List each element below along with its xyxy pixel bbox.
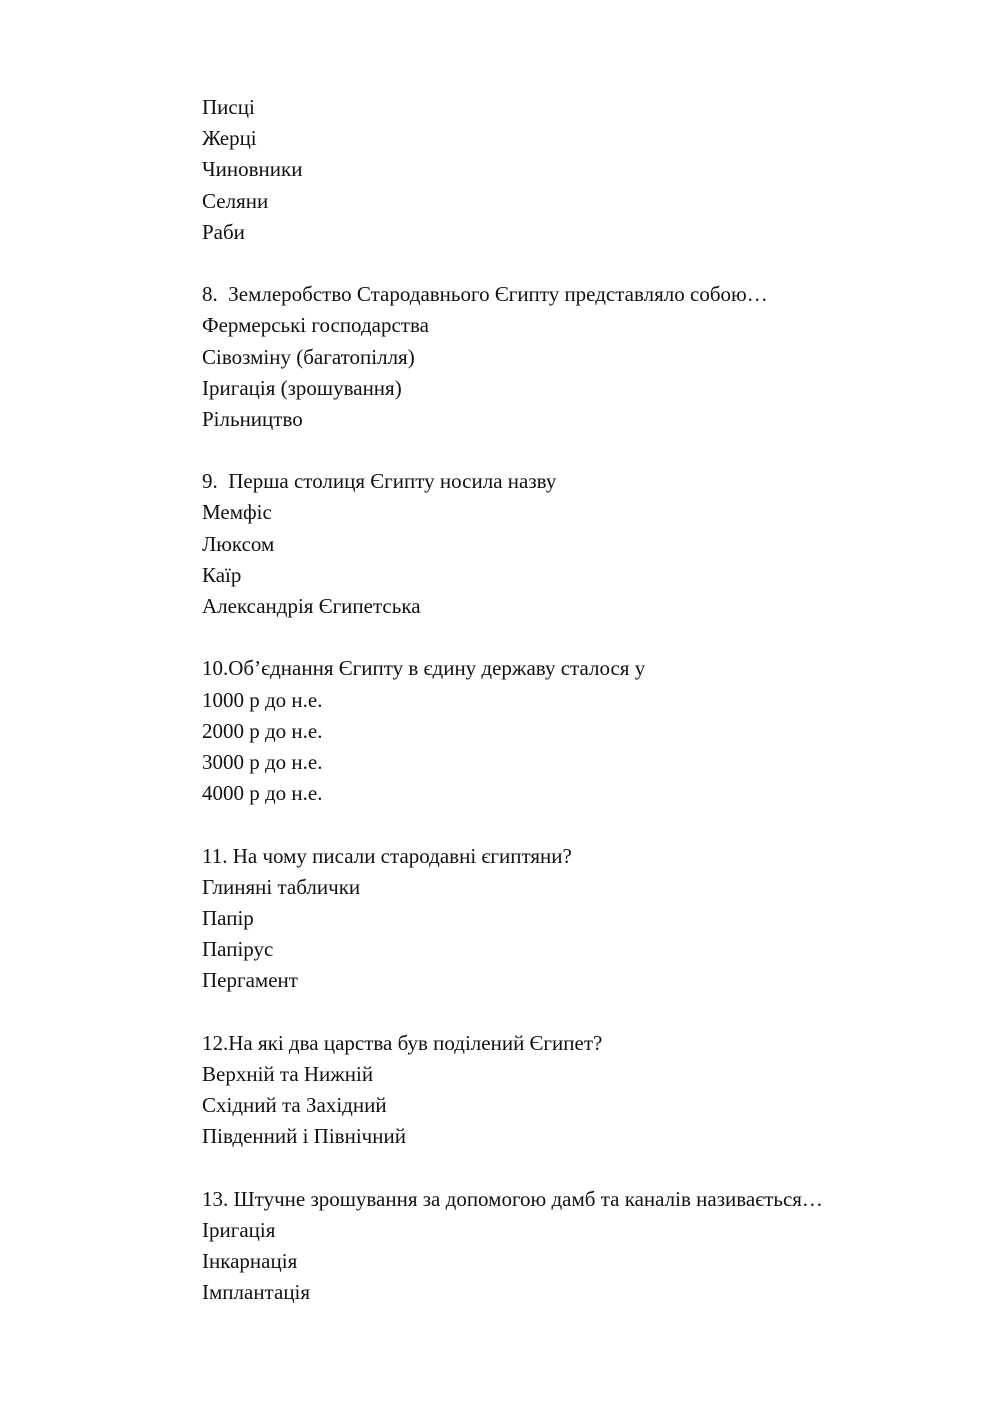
answer-option: Пергамент: [202, 968, 298, 993]
question-text: 8. Землеробство Стародавнього Єгипту представляло собою…: [202, 282, 768, 307]
question-block-8: [202, 279, 962, 435]
answer-option: 3000 р до н.е.: [202, 749, 323, 774]
answer-option: Чиновники: [202, 157, 303, 182]
answer-option: Верхній та Нижній: [202, 1061, 374, 1086]
answer-option: Рільництво: [202, 406, 303, 431]
answer-option: Селяни: [202, 188, 269, 213]
question-block-12: [202, 1028, 962, 1153]
answer-option: Писці: [202, 95, 255, 119]
answer-option: Жерці: [202, 126, 257, 151]
answer-option: Імплантація: [202, 1280, 311, 1305]
answer-option: Раби: [202, 219, 245, 244]
answer-option: Фермерські господарства: [202, 313, 429, 338]
spacer: [202, 809, 962, 840]
answer-option: Люксом: [202, 531, 275, 556]
question-text: 9. Перша столиця Єгипту носила назву: [202, 469, 557, 494]
spacer: [202, 622, 962, 653]
answer-option: 1000 р до н.е.: [202, 687, 323, 712]
question-block-10: [202, 653, 962, 809]
answer-option: Іригація (зрошування): [202, 375, 402, 400]
answer-option: Східний та Західний: [202, 1093, 387, 1117]
answer-option: Каїр: [202, 562, 242, 587]
spacer: [202, 996, 962, 1027]
spacer: [202, 248, 962, 279]
question-block-13: [202, 1184, 962, 1309]
answer-option: Александрія Єгипетська: [202, 594, 421, 618]
previous-question-options: [202, 92, 962, 248]
quiz-content: [202, 92, 962, 1308]
answer-option: Папірус: [202, 937, 274, 962]
answer-option: Іригація: [202, 1217, 276, 1242]
answer-option: Глиняні таблички: [202, 874, 361, 899]
answer-option: Інкарнація: [202, 1248, 298, 1273]
question-block-11: [202, 841, 962, 997]
question-block-9: [202, 466, 962, 622]
spacer: [202, 1152, 962, 1183]
answer-option: Сівозміну (багатопілля): [202, 344, 415, 369]
answer-option: 2000 р до н.е.: [202, 718, 323, 743]
question-text: 12.На які два царства був поділений Єгипет?: [202, 1030, 603, 1055]
answer-option: Південний і Північний: [202, 1124, 406, 1149]
question-text: 13. Штучне зрошування за допомогою дамб та каналів називається…: [202, 1186, 823, 1211]
spacer: [202, 435, 962, 466]
question-text: 11. На чому писали стародавні єгиптяни?: [202, 843, 572, 868]
question-text: 10.Об’єднання Єгипту в єдину державу сталося у: [202, 656, 646, 681]
answer-option: 4000 р до н.е.: [202, 781, 323, 806]
answer-option: Мемфіс: [202, 500, 272, 525]
answer-option: Папір: [202, 905, 254, 930]
